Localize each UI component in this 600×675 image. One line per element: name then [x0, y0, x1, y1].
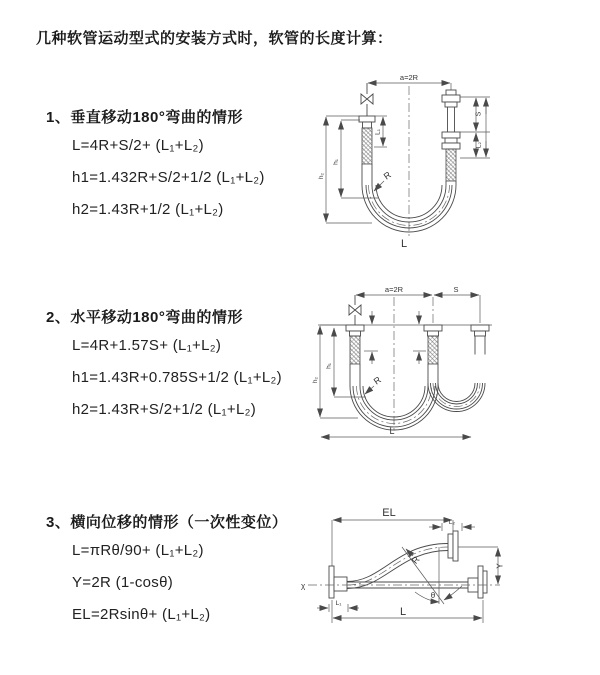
left-flange	[346, 325, 364, 386]
hose-braid-hatch	[428, 336, 438, 364]
dim-label-h1: h₁	[332, 159, 340, 165]
dim-label-l-bottom: L	[400, 238, 408, 250]
section-3-formula-EL: EL=2Rsinθ+ (L₁+L₂)	[72, 606, 211, 623]
dim-l1	[374, 116, 387, 147]
middle-flange	[424, 325, 442, 386]
diagram-lateral-displacement	[296, 500, 600, 642]
hose-braid-hatch	[362, 128, 372, 164]
diagram-vertical-180-bend	[316, 70, 600, 262]
section-1-formula-L: L=4R+S/2+ (L₁+L₂)	[72, 137, 204, 154]
dim-label-l1: L₁	[374, 129, 382, 135]
dim-label-y: Y	[495, 563, 505, 569]
page-title: 几种软管运动型式的安装方式时，软管的长度计算：	[36, 30, 393, 47]
dim-label-l2: L₂	[448, 519, 456, 526]
left-flange	[359, 116, 375, 185]
dim-a2r	[356, 285, 432, 295]
dim-label-a2r: a=2R	[399, 73, 419, 82]
hose-braid-hatch	[446, 149, 456, 181]
section-3-formula-Y: Y=2R (1-cosθ)	[72, 574, 174, 591]
valve-icon	[361, 83, 373, 116]
section-2-formula-L: L=4R+1.57S+ (L₁+L₂)	[72, 337, 222, 354]
dim-hose-end-middle	[413, 311, 426, 364]
dim-l1	[317, 600, 359, 612]
section-3-formula-L: L=πRθ/90+ (L₁+L₂)	[72, 542, 204, 559]
dim-label-r: R	[381, 169, 393, 182]
dim-s	[460, 97, 490, 132]
dim-label-l: L	[399, 606, 407, 618]
angle-label-theta: θ	[430, 591, 436, 600]
dim-label-h1: h₁	[325, 363, 333, 369]
dim-a2r	[368, 73, 451, 91]
dim-l2	[460, 98, 490, 158]
section-1-formula-h2: h2=1.43R+1/2 (L₁+L₂)	[72, 201, 224, 218]
dim-label-el: EL	[382, 507, 396, 519]
dim-l-bottom	[321, 426, 471, 437]
right-flange	[471, 325, 489, 355]
section-1-formula-h1: h1=1.432R+S/2+1/2 (L₁+L₂)	[72, 169, 265, 186]
hose-braid-hatch	[350, 336, 360, 364]
dim-l-bottom	[332, 600, 483, 623]
upper-right-flange	[448, 531, 458, 561]
dim-label-l2: L₂	[475, 141, 483, 149]
dim-label-h2: h₂	[318, 172, 325, 180]
section-2-formula-h1: h1=1.43R+0.785S+1/2 (L₁+L₂)	[72, 369, 282, 386]
dim-s	[434, 285, 480, 323]
diagram-horizontal-180-bend	[306, 281, 600, 453]
dim-label-r: R	[409, 554, 422, 566]
section-3-heading: 3、横向位移的情形（一次性变位）	[46, 514, 288, 531]
section-2-heading: 2、水平移动180°弯曲的情形	[46, 309, 243, 326]
left-flange	[329, 566, 347, 598]
dim-l2	[429, 519, 475, 531]
valve-icon	[349, 295, 361, 325]
radius-leader	[365, 374, 383, 394]
dim-label-l: L	[389, 426, 395, 436]
section-2-formula-h2: h2=1.43R+S/2+1/2 (L₁+L₂)	[72, 401, 257, 418]
right-flange-stack	[442, 90, 460, 185]
radius-leader	[374, 169, 393, 191]
centerline-symbol: χ	[301, 581, 306, 591]
dim-label-r: R	[371, 374, 383, 387]
dim-label-l1: L₁	[335, 600, 342, 607]
dim-hose-end-left	[364, 311, 378, 364]
dim-label-a2r: a=2R	[384, 285, 404, 294]
dim-label-h2: h₂	[312, 376, 319, 384]
dim-label-s: S	[475, 111, 483, 117]
dim-label-s: S	[453, 285, 459, 294]
dim-el	[332, 507, 453, 566]
section-1-heading: 1、垂直移动180°弯曲的情形	[46, 109, 243, 126]
